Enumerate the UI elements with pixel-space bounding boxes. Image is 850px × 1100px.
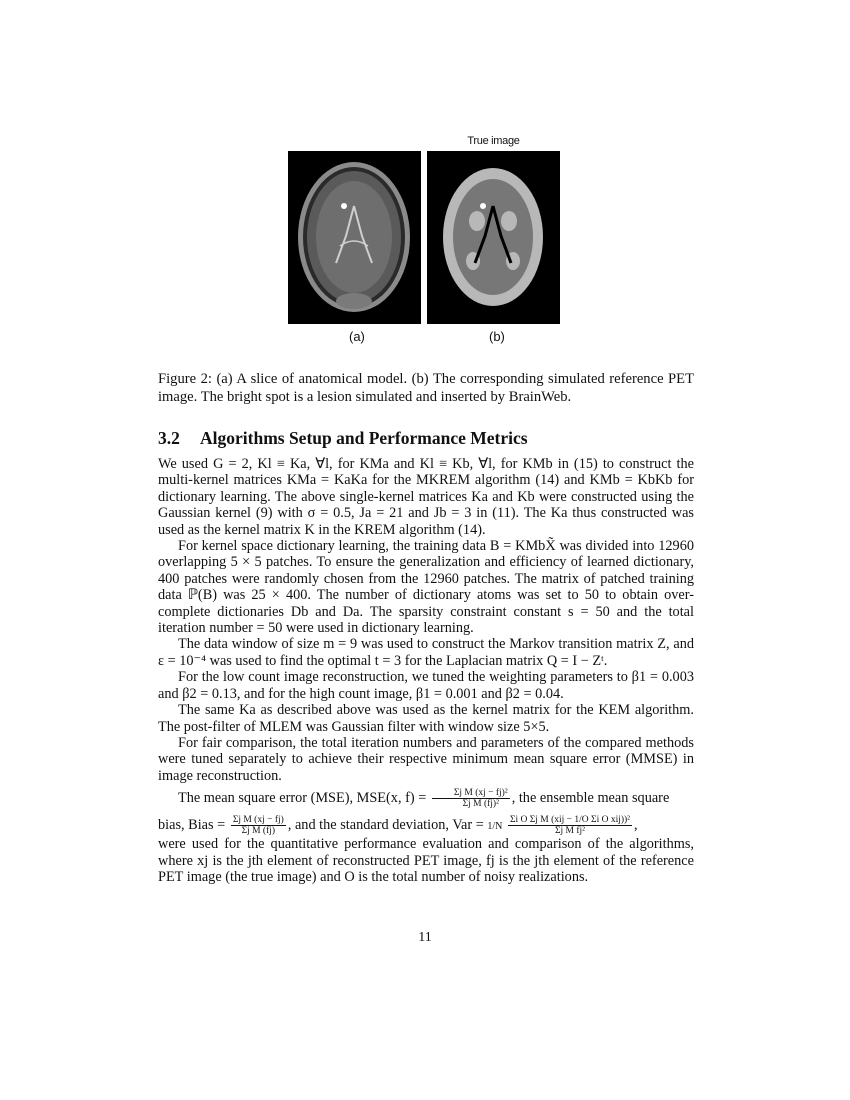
section-body: [158, 456, 694, 885]
paragraph-setup: We used G = 2, Kl ≡ Ka, ∀l, for KMa and Kl ≡ Kb, ∀l, for KMb in (15) to construct the multi-kernel matrices KMa = KaKa for the MKREM algorithm (14) and KMb = KbKb for dictionary learning. The above single-kernel matrices Ka and Kb were constructed using the Gaussian kernel (9) with σ = 0.5, Ja = 21 and Jb = 3 in (11). The Ka thus constructed was used as the kernel matrix K in the KREM algorithm (14).: [158, 456, 694, 538]
mse-numerator: Σj M (xj − fj)²: [432, 788, 510, 799]
paragraph-dictionary-learning: For kernel space dictionary learning, the training data B = KMbX̃ was divided into 12960 overlapping 5 × 5 patches. To ensure the generalization and efficiency of learned dictionary, 400 patches were randomly chosen from the 12960 patches. The matrix of patched training data ℙ(B) was 25 × 400. The number of dictionary atoms was set to 50 to obtain over-complete dictionaries Db and Da. The sparsity constraint constant s = 50 and the total iteration number = 50 were used in dictionary learning.: [158, 538, 694, 637]
bias-formula: [231, 815, 286, 836]
mse-text-tail: , the ensemble mean square: [511, 789, 670, 806]
panel-b-title: True image: [467, 135, 520, 147]
var-prefactor: 1/N: [487, 820, 503, 832]
panel-b-label: (b): [489, 329, 505, 344]
bias-numerator: Σj M (xj − fj): [232, 815, 284, 826]
paragraph-mse: [158, 788, 694, 809]
anatomical-brain-slice: [288, 151, 421, 324]
var-formula: [508, 815, 632, 836]
var-text-tail: ,: [634, 816, 638, 833]
panel-a-label: (a): [349, 329, 365, 344]
figure-caption: Figure 2: (a) A slice of anatomical model. (b) The corresponding simulated reference PET image. The bright spot is a lesion simulated and inserted by BrainWeb.: [158, 371, 694, 405]
mse-text: The mean square error (MSE), MSE(x, f) =: [178, 789, 427, 806]
section-title: Algorithms Setup and Performance Metrics: [200, 428, 528, 448]
bias-denominator: Σj M (fj): [241, 826, 276, 837]
section-number: 3.2: [158, 428, 180, 448]
anatomical-model-image: [288, 151, 421, 324]
var-numerator: Σi O Σj M (xij − 1/O Σi O xij))²: [509, 815, 631, 826]
mse-formula: [432, 788, 510, 809]
mse-denominator: Σj M (fj)²: [462, 799, 499, 810]
paragraph-evaluation: were used for the quantitative performance evaluation and comparison of the algorithms, where xj is the jth element of reconstructed PET image, fj is the jth element of the reference PET image (the true image) and O is the total number of noisy realizations.: [158, 836, 694, 885]
paragraph-bias-var: [158, 815, 694, 836]
paragraph-kem: The same Ka as described above was used as the kernel matrix for the KEM algorithm. The post-filter of MLEM was Gaussian filter with window size 5×5.: [158, 702, 694, 735]
section-heading: [158, 428, 694, 449]
paragraph-weighting: For the low count image reconstruction, we tuned the weighting parameters to β1 = 0.003 and β2 = 0.13, and for the high count image, β1 = 0.001 and β2 = 0.04.: [158, 669, 694, 702]
var-text: , and the standard deviation, Var =: [287, 816, 484, 833]
paragraph-markov: The data window of size m = 9 was used to construct the Markov transition matrix Z, and ε = 10⁻⁴ was used to find the optimal t = 3 for the Laplacian matrix Q = I − Zᵗ.: [158, 636, 694, 669]
var-denominator: Σj M fj²: [554, 826, 586, 837]
figure-2: [286, 133, 554, 348]
paragraph-comparison: For fair comparison, the total iteration numbers and parameters of the compared methods were tuned separately to achieve their respective minimum mean square error (MMSE) in image reconstruction.: [158, 734, 694, 784]
bias-text: bias, Bias =: [158, 816, 226, 833]
page-number: 11: [418, 930, 432, 945]
reference-pet-image: [427, 151, 560, 324]
pet-brain-slice: [427, 151, 560, 324]
